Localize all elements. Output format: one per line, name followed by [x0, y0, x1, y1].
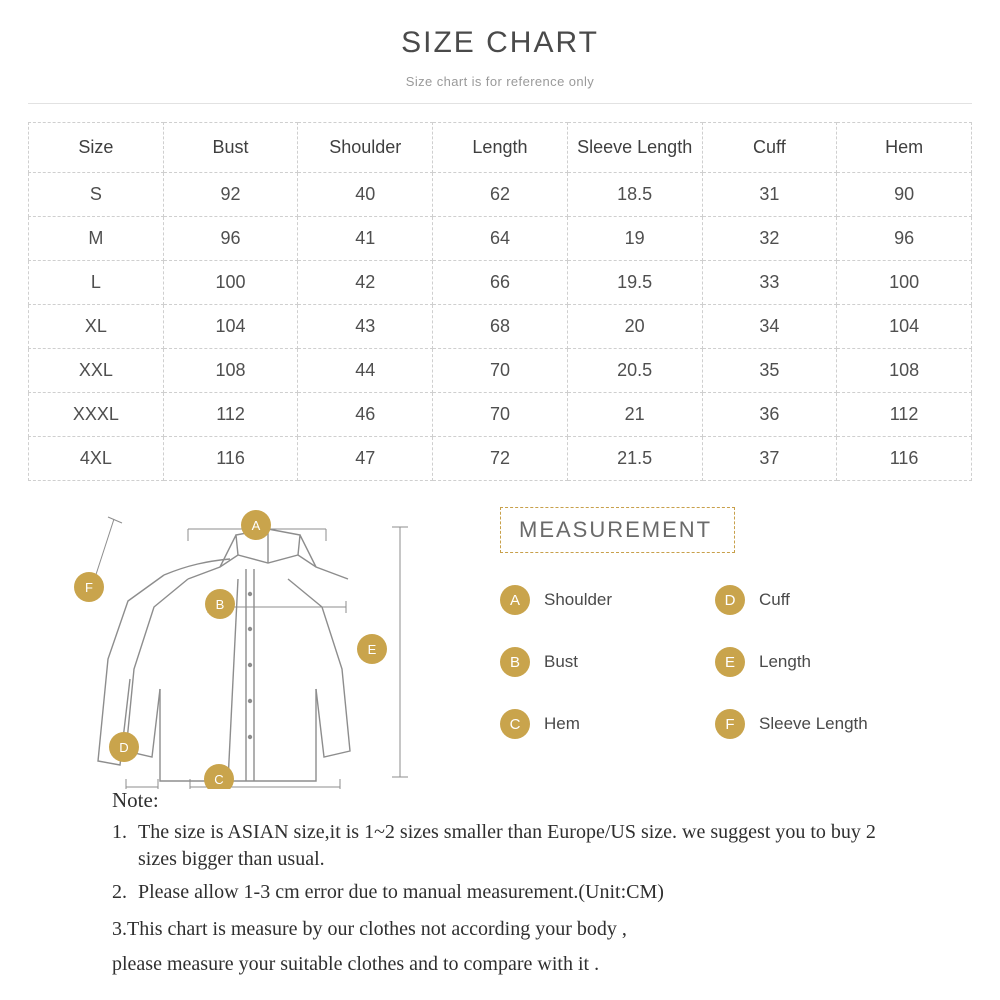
table-row	[29, 349, 972, 393]
cell-sleeve-length: 20	[567, 305, 702, 349]
table-row	[29, 393, 972, 437]
cell-sleeve-length: 20.5	[567, 349, 702, 393]
svg-text:A: A	[251, 518, 261, 533]
size-table	[28, 122, 972, 481]
marker-b-icon: B	[500, 647, 530, 677]
cell-length: 70	[433, 349, 568, 393]
cell-cuff: 36	[702, 393, 837, 437]
cell-sleeve-length: 19	[567, 217, 702, 261]
marker-d-icon: D	[715, 585, 745, 615]
svg-text:F: F	[85, 580, 93, 595]
cell-cuff: 35	[702, 349, 837, 393]
cell-size: XL	[29, 305, 164, 349]
cell-sleeve-length: 18.5	[567, 173, 702, 217]
cell-length: 62	[433, 173, 568, 217]
cell-cuff: 33	[702, 261, 837, 305]
note-text-1: The size is ASIAN size,it is 1~2 sizes smaller than Europe/US size. we suggest you to buy 2 sizes bigger than usual.	[138, 821, 876, 870]
cell-bust: 112	[163, 393, 298, 437]
cell-sleeve-length: 21.5	[567, 437, 702, 481]
cell-sleeve-length: 21	[567, 393, 702, 437]
measurement-section	[28, 489, 972, 789]
measurement-heading: MEASUREMENT	[500, 507, 735, 553]
cell-size: 4XL	[29, 437, 164, 481]
cell-shoulder: 44	[298, 349, 433, 393]
cell-cuff: 37	[702, 437, 837, 481]
column-header-length: Length	[433, 123, 568, 173]
cell-size: XXXL	[29, 393, 164, 437]
cell-hem: 116	[837, 437, 972, 481]
svg-text:B: B	[215, 597, 225, 612]
legend-label-bust: Bust	[544, 652, 579, 671]
measurement-panel	[500, 507, 970, 739]
table-row	[29, 217, 972, 261]
cell-length: 72	[433, 437, 568, 481]
size-table-wrapper	[28, 122, 972, 481]
cell-length: 70	[433, 393, 568, 437]
note-text-4: please measure your suitable clothes and to compare with it .	[112, 953, 600, 975]
cell-size: S	[29, 173, 164, 217]
cell-length: 64	[433, 217, 568, 261]
page-subtitle: Size chart is for reference only	[405, 74, 595, 89]
cell-hem: 100	[837, 261, 972, 305]
cell-shoulder: 43	[298, 305, 433, 349]
legend-item-shoulder	[500, 585, 715, 615]
notes-section	[28, 788, 972, 978]
marker-c-icon: C	[500, 709, 530, 739]
marker-e-icon: E	[715, 647, 745, 677]
cell-length: 66	[433, 261, 568, 305]
column-header-sleeve-length: Sleeve Length	[567, 123, 702, 173]
table-header-row	[29, 123, 972, 173]
cell-bust: 116	[163, 437, 298, 481]
shirt-diagram-svg	[68, 489, 468, 789]
note-number-1: 1.	[112, 821, 127, 843]
note-number-2: 2.	[112, 881, 127, 903]
header	[0, 0, 1000, 89]
cell-shoulder: 46	[298, 393, 433, 437]
column-header-cuff: Cuff	[702, 123, 837, 173]
cell-size: XXL	[29, 349, 164, 393]
legend-label-length: Length	[759, 652, 811, 671]
marker-a-icon: A	[500, 585, 530, 615]
cell-bust: 108	[163, 349, 298, 393]
notes-heading: Note:	[112, 788, 159, 812]
shirt-diagram	[68, 489, 468, 789]
legend-label-shoulder: Shoulder	[544, 590, 613, 609]
cell-length: 68	[433, 305, 568, 349]
note-text-2: Please allow 1-3 cm error due to manual measurement.(Unit:CM)	[138, 881, 664, 903]
cell-shoulder: 42	[298, 261, 433, 305]
marker-f-icon: F	[715, 709, 745, 739]
legend-item-length	[715, 647, 930, 677]
svg-text:D: D	[119, 740, 129, 755]
legend-item-cuff	[715, 585, 930, 615]
table-row	[29, 261, 972, 305]
cell-hem: 96	[837, 217, 972, 261]
note-item-2	[112, 879, 916, 906]
svg-text:C: C	[214, 772, 224, 787]
legend-label-cuff: Cuff	[759, 590, 790, 609]
cell-hem: 112	[837, 393, 972, 437]
cell-bust: 100	[163, 261, 298, 305]
cell-bust: 92	[163, 173, 298, 217]
column-header-bust: Bust	[163, 123, 298, 173]
table-row	[29, 437, 972, 481]
cell-shoulder: 47	[298, 437, 433, 481]
cell-size: M	[29, 217, 164, 261]
measurement-legend	[500, 585, 970, 739]
cell-hem: 104	[837, 305, 972, 349]
cell-size: L	[29, 261, 164, 305]
table-row	[29, 173, 972, 217]
header-divider	[28, 103, 972, 104]
legend-item-sleeve-length	[715, 709, 930, 739]
column-header-size: Size	[29, 123, 164, 173]
cell-sleeve-length: 19.5	[567, 261, 702, 305]
page-title: SIZE CHART	[401, 26, 599, 59]
cell-cuff: 34	[702, 305, 837, 349]
cell-cuff: 31	[702, 173, 837, 217]
note-text-3: 3.This chart is measure by our clothes not according your body ,	[112, 918, 627, 940]
cell-cuff: 32	[702, 217, 837, 261]
legend-label-sleeve-length: Sleeve Length	[759, 714, 868, 733]
cell-hem: 108	[837, 349, 972, 393]
table-row	[29, 305, 972, 349]
cell-shoulder: 41	[298, 217, 433, 261]
cell-bust: 96	[163, 217, 298, 261]
cell-bust: 104	[163, 305, 298, 349]
legend-item-hem	[500, 709, 715, 739]
note-item-1	[112, 819, 916, 873]
legend-label-hem: Hem	[544, 714, 580, 733]
column-header-hem: Hem	[837, 123, 972, 173]
column-header-shoulder: Shoulder	[298, 123, 433, 173]
cell-shoulder: 40	[298, 173, 433, 217]
legend-item-bust	[500, 647, 715, 677]
svg-text:E: E	[367, 642, 377, 657]
cell-hem: 90	[837, 173, 972, 217]
